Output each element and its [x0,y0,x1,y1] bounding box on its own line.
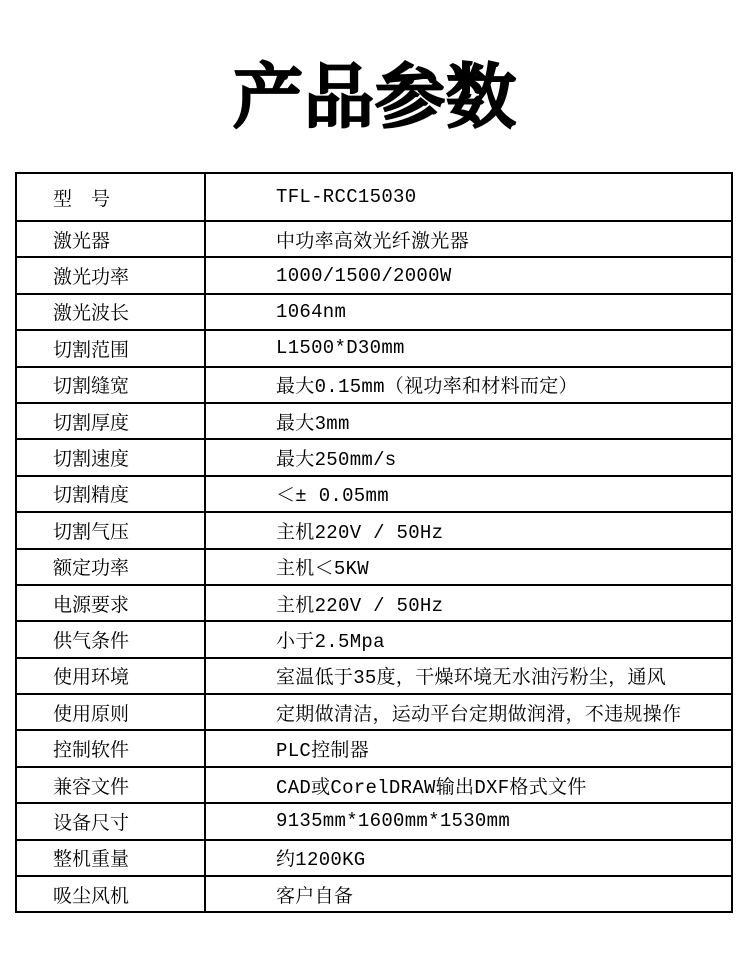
spec-value: 主机220V / 50Hz [205,512,732,548]
table-row [16,585,732,621]
table-row [16,330,732,366]
spec-label: 切割精度 [16,476,205,512]
spec-label: 激光器 [16,221,205,257]
spec-value: 1000/1500/2000W [205,257,732,293]
table-row [16,803,732,839]
spec-label: 整机重量 [16,840,205,876]
spec-label: 电源要求 [16,585,205,621]
spec-value: 客户自备 [205,876,732,912]
spec-value: PLC控制器 [205,730,732,766]
spec-value: ＜± 0.05mm [205,476,732,512]
spec-value: 约1200KG [205,840,732,876]
spec-value: 中功率高效光纤激光器 [205,221,732,257]
table-row [16,439,732,475]
spec-label: 使用环境 [16,658,205,694]
spec-value: 定期做清洁，运动平台定期做润滑，不违规操作 [205,694,732,730]
spec-value: 最大3mm [205,403,732,439]
table-row [16,403,732,439]
table-row [16,876,732,912]
spec-value: TFL-RCC15030 [205,173,732,221]
table-row [16,512,732,548]
spec-label: 切割厚度 [16,403,205,439]
table-row [16,294,732,330]
table-row [16,621,732,657]
spec-label: 切割气压 [16,512,205,548]
table-row [16,840,732,876]
table-row [16,173,732,221]
table-row [16,694,732,730]
page-title: 产品参数 [233,58,517,136]
spec-label: 额定功率 [16,549,205,585]
table-row [16,658,732,694]
spec-value: 9135mm*1600mm*1530mm [205,803,732,839]
spec-value: 主机＜5KW [205,549,732,585]
spec-value: 最大250mm/s [205,439,732,475]
table-row [16,549,732,585]
spec-value: 小于2.5Mpa [205,621,732,657]
spec-label: 使用原则 [16,694,205,730]
table-row [16,476,732,512]
table-row [16,367,732,403]
spec-label: 吸尘风机 [16,876,205,912]
spec-value: 1064nm [205,294,732,330]
spec-label: 切割范围 [16,330,205,366]
spec-label: 设备尺寸 [16,803,205,839]
table-row [16,221,732,257]
spec-table [15,172,733,913]
spec-label: 切割缝宽 [16,367,205,403]
spec-label: 控制软件 [16,730,205,766]
spec-value: L1500*D30mm [205,330,732,366]
table-row [16,730,732,766]
spec-label: 激光功率 [16,257,205,293]
table-row [16,257,732,293]
spec-label: 切割速度 [16,439,205,475]
spec-label: 兼容文件 [16,767,205,803]
spec-value: CAD或CorelDRAW输出DXF格式文件 [205,767,732,803]
spec-value: 室温低于35度，干燥环境无水油污粉尘，通风 [205,658,732,694]
spec-label: 型 号 [16,173,205,221]
spec-value: 主机220V / 50Hz [205,585,732,621]
spec-value: 最大0.15mm（视功率和材料而定） [205,367,732,403]
table-row [16,767,732,803]
spec-label: 供气条件 [16,621,205,657]
spec-label: 激光波长 [16,294,205,330]
